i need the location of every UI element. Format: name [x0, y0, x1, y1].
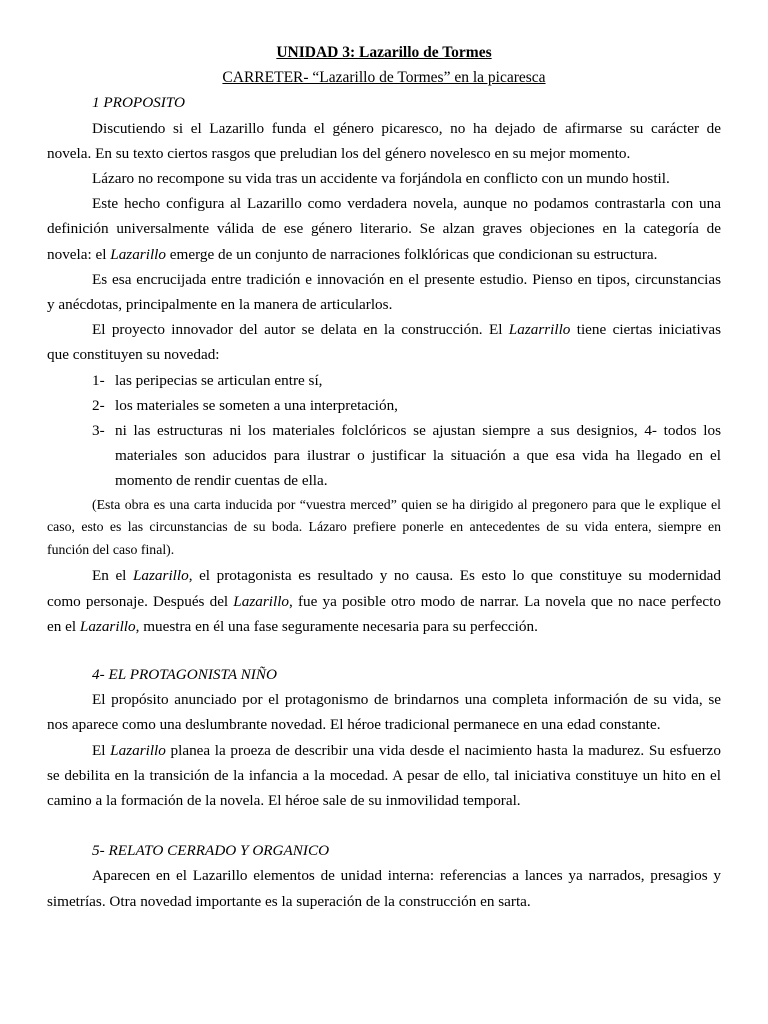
- text-run: caso, esto es las circunstancias de su boda. Lázaro prefiere ponerle en antecedentes de su vida entera, siempre en: [47, 519, 721, 535]
- text-line: [47, 614, 721, 639]
- text-line: [47, 687, 721, 712]
- section-protagonista-nino: [47, 662, 721, 813]
- paragraph: [47, 317, 721, 367]
- text-run: El: [92, 741, 111, 759]
- text-run: ni las estructuras ni los materiales folclóricos se ajustan siempre a sus designios, 4- todos los: [115, 422, 721, 440]
- paragraph: [47, 863, 721, 913]
- text-run: nos aparece como una deslumbrante novedad. El héroe tradicional permanece en una edad constante.: [47, 716, 661, 734]
- paragraph: [47, 166, 721, 191]
- text-line: [47, 267, 721, 292]
- text-line: [47, 589, 721, 614]
- text-run: emerge de un conjunto de narraciones folklóricas que condicionan su estructura.: [165, 245, 658, 263]
- text-line: [47, 712, 721, 737]
- text-run: camino a la formación de la novela. El héroe sale de su inmovilidad temporal.: [47, 792, 521, 810]
- text-run: función del caso final).: [47, 541, 175, 557]
- text-run: planea la proeza de describir una vida desde el nacimiento hasta la madurez. Su esfuerzo: [165, 741, 722, 759]
- text-line: [47, 116, 721, 141]
- list-item-text: [115, 418, 721, 494]
- text-line: [47, 342, 721, 367]
- text-line: [115, 393, 721, 418]
- text-line: [47, 242, 721, 267]
- italic-title: Lazarillo: [110, 741, 166, 759]
- text-run: Lázaro no recompone su vida tras un accidente va forjándola en conflicto con un mundo hostil.: [92, 170, 670, 188]
- text-run: Este hecho configura al Lazarillo como verdadera novela, aunque no podamos contrastarla con una: [92, 195, 721, 213]
- text-run: Discutiendo si el Lazarillo funda el género picaresco, no ha dejado de afirmarse su carácter de: [92, 119, 721, 137]
- document-subtitle: CARRETER- “Lazarillo de Tormes” en la picaresca: [222, 69, 546, 87]
- list-item: [47, 368, 721, 393]
- paragraph: [47, 738, 721, 814]
- text-line: [47, 141, 721, 166]
- text-run: , el protagonista es resultado y no causa. Es esto lo que constituye su modernidad: [188, 567, 722, 585]
- paragraph: [47, 563, 721, 639]
- text-line: [47, 563, 721, 588]
- text-run: definición universalmente válida de ese género literario. Se alzan graves objeciones en la categoría de: [47, 220, 721, 238]
- text-line: [47, 292, 721, 317]
- text-run: y anécdotas, principalmente en la manera de articularlos.: [47, 296, 393, 314]
- text-line: [115, 468, 721, 493]
- text-line: [115, 443, 721, 468]
- paragraph: [47, 687, 721, 737]
- text-run: momento de rendir cuentas de ella.: [115, 472, 328, 490]
- text-line: [47, 539, 721, 562]
- text-run: como personaje. Después del: [47, 592, 234, 610]
- list-item-text: [115, 368, 721, 393]
- italic-title: Lazarillo: [132, 567, 189, 585]
- text-line: [47, 516, 721, 539]
- text-run: Aparecen en el Lazarillo elementos de unidad interna: referencias a lances ya narrados, presagios y: [92, 867, 721, 885]
- text-run: , fue ya posible otro modo de narrar. La novela que no nace perfecto: [289, 592, 721, 610]
- italic-title: Lazarrillo: [508, 321, 571, 339]
- list-item: [47, 393, 721, 418]
- text-run: simetrías. Otra novedad importante es la superación de la construcción en sarta.: [47, 892, 531, 910]
- list-item: [47, 418, 721, 494]
- text-run: materiales son aducidos para ilustrar o justificar la situación a que esa vida ha llegado en el: [115, 447, 721, 465]
- text-line: [47, 763, 721, 788]
- text-run: se debilita en la transición de la infancia a la mocedad. A pesar de ello, tal iniciativa constituye un hito en el: [47, 766, 721, 784]
- paragraph: [47, 267, 721, 317]
- paragraph: [47, 191, 721, 267]
- paragraph: [47, 116, 721, 166]
- italic-title: Lazarillo: [79, 617, 136, 635]
- document-title: UNIDAD 3: Lazarillo de Tormes: [276, 44, 492, 61]
- list-item-text: [115, 393, 721, 418]
- text-run: El propósito anunciado por el protagonismo de brindarnos una completa información de su vida, se: [92, 691, 721, 709]
- text-run: que constituyen su novedad:: [47, 346, 220, 364]
- text-line: [47, 494, 721, 517]
- text-run: Es esa encrucijada entre tradición e innovación en el presente estudio. Pienso en tipos, circunstancias: [92, 270, 721, 288]
- list-number: 2-: [92, 396, 105, 414]
- text-run: los materiales se someten a una interpretación,: [115, 396, 398, 414]
- section-relato-cerrado: [47, 838, 721, 914]
- numbered-list: [47, 368, 721, 494]
- italic-title: Lazarillo: [110, 245, 166, 263]
- text-run: novela. En su texto ciertos rasgos que preludian los del género novelesco en su mejor momento.: [47, 144, 631, 162]
- text-line: [47, 738, 721, 763]
- section-proposito: [47, 90, 721, 639]
- section-heading: 5- RELATO CERRADO Y ORGANICO: [92, 842, 330, 860]
- section-heading: 1 PROPOSITO: [92, 94, 185, 112]
- list-number: 3-: [92, 422, 105, 440]
- text-run: (Esta obra es una carta inducida por “vuestra merced” quien se ha dirigido al pregonero para que le explique el: [92, 496, 721, 512]
- text-run: El proyecto innovador del autor se delata en la construcción. El: [92, 321, 509, 339]
- text-line: [47, 788, 721, 813]
- text-run: las peripecias se articulan entre sí,: [115, 371, 323, 389]
- text-line: [47, 317, 721, 342]
- list-number: 1-: [92, 371, 105, 389]
- text-line: [47, 166, 721, 191]
- text-line: [47, 191, 721, 216]
- text-line: [115, 368, 721, 393]
- text-run: novela: el: [47, 245, 111, 263]
- section-heading: 4- EL PROTAGONISTA NIÑO: [92, 666, 277, 684]
- text-line: [47, 863, 721, 888]
- text-line: [115, 418, 721, 443]
- text-run: en el: [47, 617, 80, 635]
- text-line: [47, 216, 721, 241]
- document-body: [47, 40, 721, 914]
- text-run: , muestra en él una fase seguramente necesaria para su perfección.: [135, 617, 538, 635]
- parenthetical-note: [47, 494, 721, 562]
- text-run: tiene ciertas iniciativas: [570, 321, 721, 339]
- italic-title: Lazarillo: [233, 592, 290, 610]
- text-line: [47, 889, 721, 914]
- text-run: En el: [92, 567, 133, 585]
